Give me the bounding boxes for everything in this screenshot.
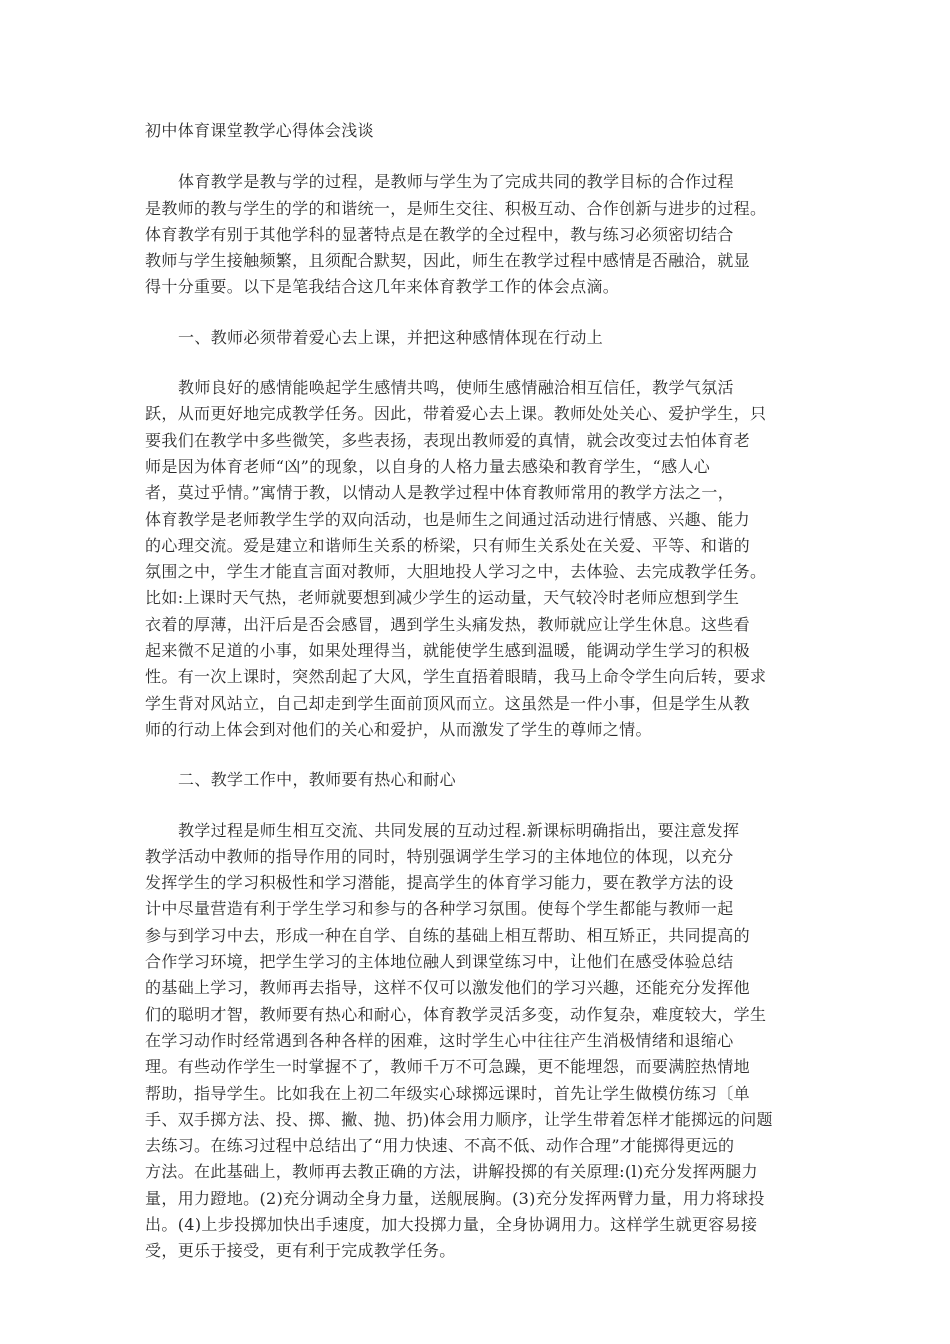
section-2-heading: 二、教学工作中，教师要有热心和耐心: [178, 770, 456, 790]
intro-paragraph: 体育教学是教与学的过程，是教师与学生为了完成共同的教学目标的合作过程 是教师的教与学生的学的和谐统一，是师生交往、积极互动、合作创新与进步的过程。 体育教学有别于其他学科的显著特点是在教学的全过程中，教与练习必须密切结合 教师与学生接触频繁，且须配合默契，因此，师生在教学过程中感情是否融洽，就显 得十分重要。以下是笔我结合这几年来体育教学工作的体会点滴。: [145, 172, 767, 297]
section-1-heading: 一、教师必须带着爱心去上课，并把这种感情体现在行动上: [178, 327, 604, 347]
section-1-paragraph: 教师良好的感情能唤起学生感情共鸣，使师生感情融洽相互信任，教学气氛活 跃，从而更好地完成教学任务。因此，带着爱心去上课。教师处处关心、爱护学生，只 要我们在教学中多些微笑，多些表扬，表现出教师爱的真情，就会改变过去怕体育老 师是因为体育老师“凶”的现象，以自身的人格力量去感染和教育学生，“感人心 者，莫过乎情。”寓情于教，以情动人是教学过程中体育教师常用的教学方法之一， 体育教学是老师教学生学的双向活动，也是师生之间通过活动进行情感、兴趣、能力 的心理交流。爱是建立和谐师生关系的桥梁，只有师生关系处在关爱、平等、和谐的 氛围之中，学生才能直言面对教师，大胆地投人学习之中，去体验、去完成教学任务。 比如:上课时天气热，老师就要想到减少学生的运动量，天气较冷时老师应想到学生 衣着的厚薄，出汗后是否会感冒，遇到学生头痛发热，教师就应让学生休息。这些看 起来微不足道的小事，如果处理得当，就能使学生感到温暖，能调动学生学习的积极 性。有一次上课时，突然刮起了大风，学生直捂着眼睛，我马上命令学生向后转，要求 学生背对风站立，自己却走到学生面前顶风而立。这虽然是一件小事，但是学生从教 师的行动上体会到对他们的关心和爱护，从而激发了学生的尊师之情。: [145, 378, 767, 739]
section-2-paragraph: 教学过程是师生相互交流、共同发展的互动过程.新课标明确指出，要注意发挥 教学活动中教师的指导作用的同时，特别强调学生学习的主体地位的体现，以充分 发挥学生的学习积极性和学习潜能，提高学生的体育学习能力，要在教学方法的设 计中尽量营造有利于学生学习和参与的各种学习氛围。使每个学生都能与教师一起 参与到学习中去，形成一种在自学、自练的基础上相互帮助、相互矫正，共同提高的 合作学习环境，把学生学习的主体地位融人到课堂练习中，让他们在感受体验总结 的基础上学习，教师再去指导，这样不仅可以激发他们的学习兴趣，还能充分发挥他 们的聪明才智，教师要有热心和耐心，体育教学灵活多变，动作复杂，难度较大，学生 在学习动作时经常遇到各种各样的困难，这时学生心中往往产生消极情绪和退缩心 理。有些动作学生一时掌握不了，教师千万不可急躁，更不能埋怨，而要满腔热情地 帮助，指导学生。比如我在上初二年级实心球掷远课时，首先让学生做模仿练习〔单 手、双手掷方法、投、掷、撇、抛、扔)体会用力顺序，让学生带着怎样才能掷远的问题 去练习。在练习过程中总结出了“用力快速、不高不低、动作合理”才能掷得更远的 方法。在此基础上，教师再去教正确的方法，讲解投掷的有关原理:(l)充分发挥两腿力 量，用力蹬地。(2)充分调动全身力量，送舰展胸。(3)充分发挥两臂力量，用力将球投 出。(4)上步投掷加快出手速度，加大投掷力量，全身协调用力。这样学生就更容易接 受，更乐于接受，更有利于完成教学任务。: [145, 820, 773, 1261]
document-title: 初中体育课堂教学心得体会浅谈: [145, 121, 374, 140]
document-page: [145, 118, 813, 1289]
